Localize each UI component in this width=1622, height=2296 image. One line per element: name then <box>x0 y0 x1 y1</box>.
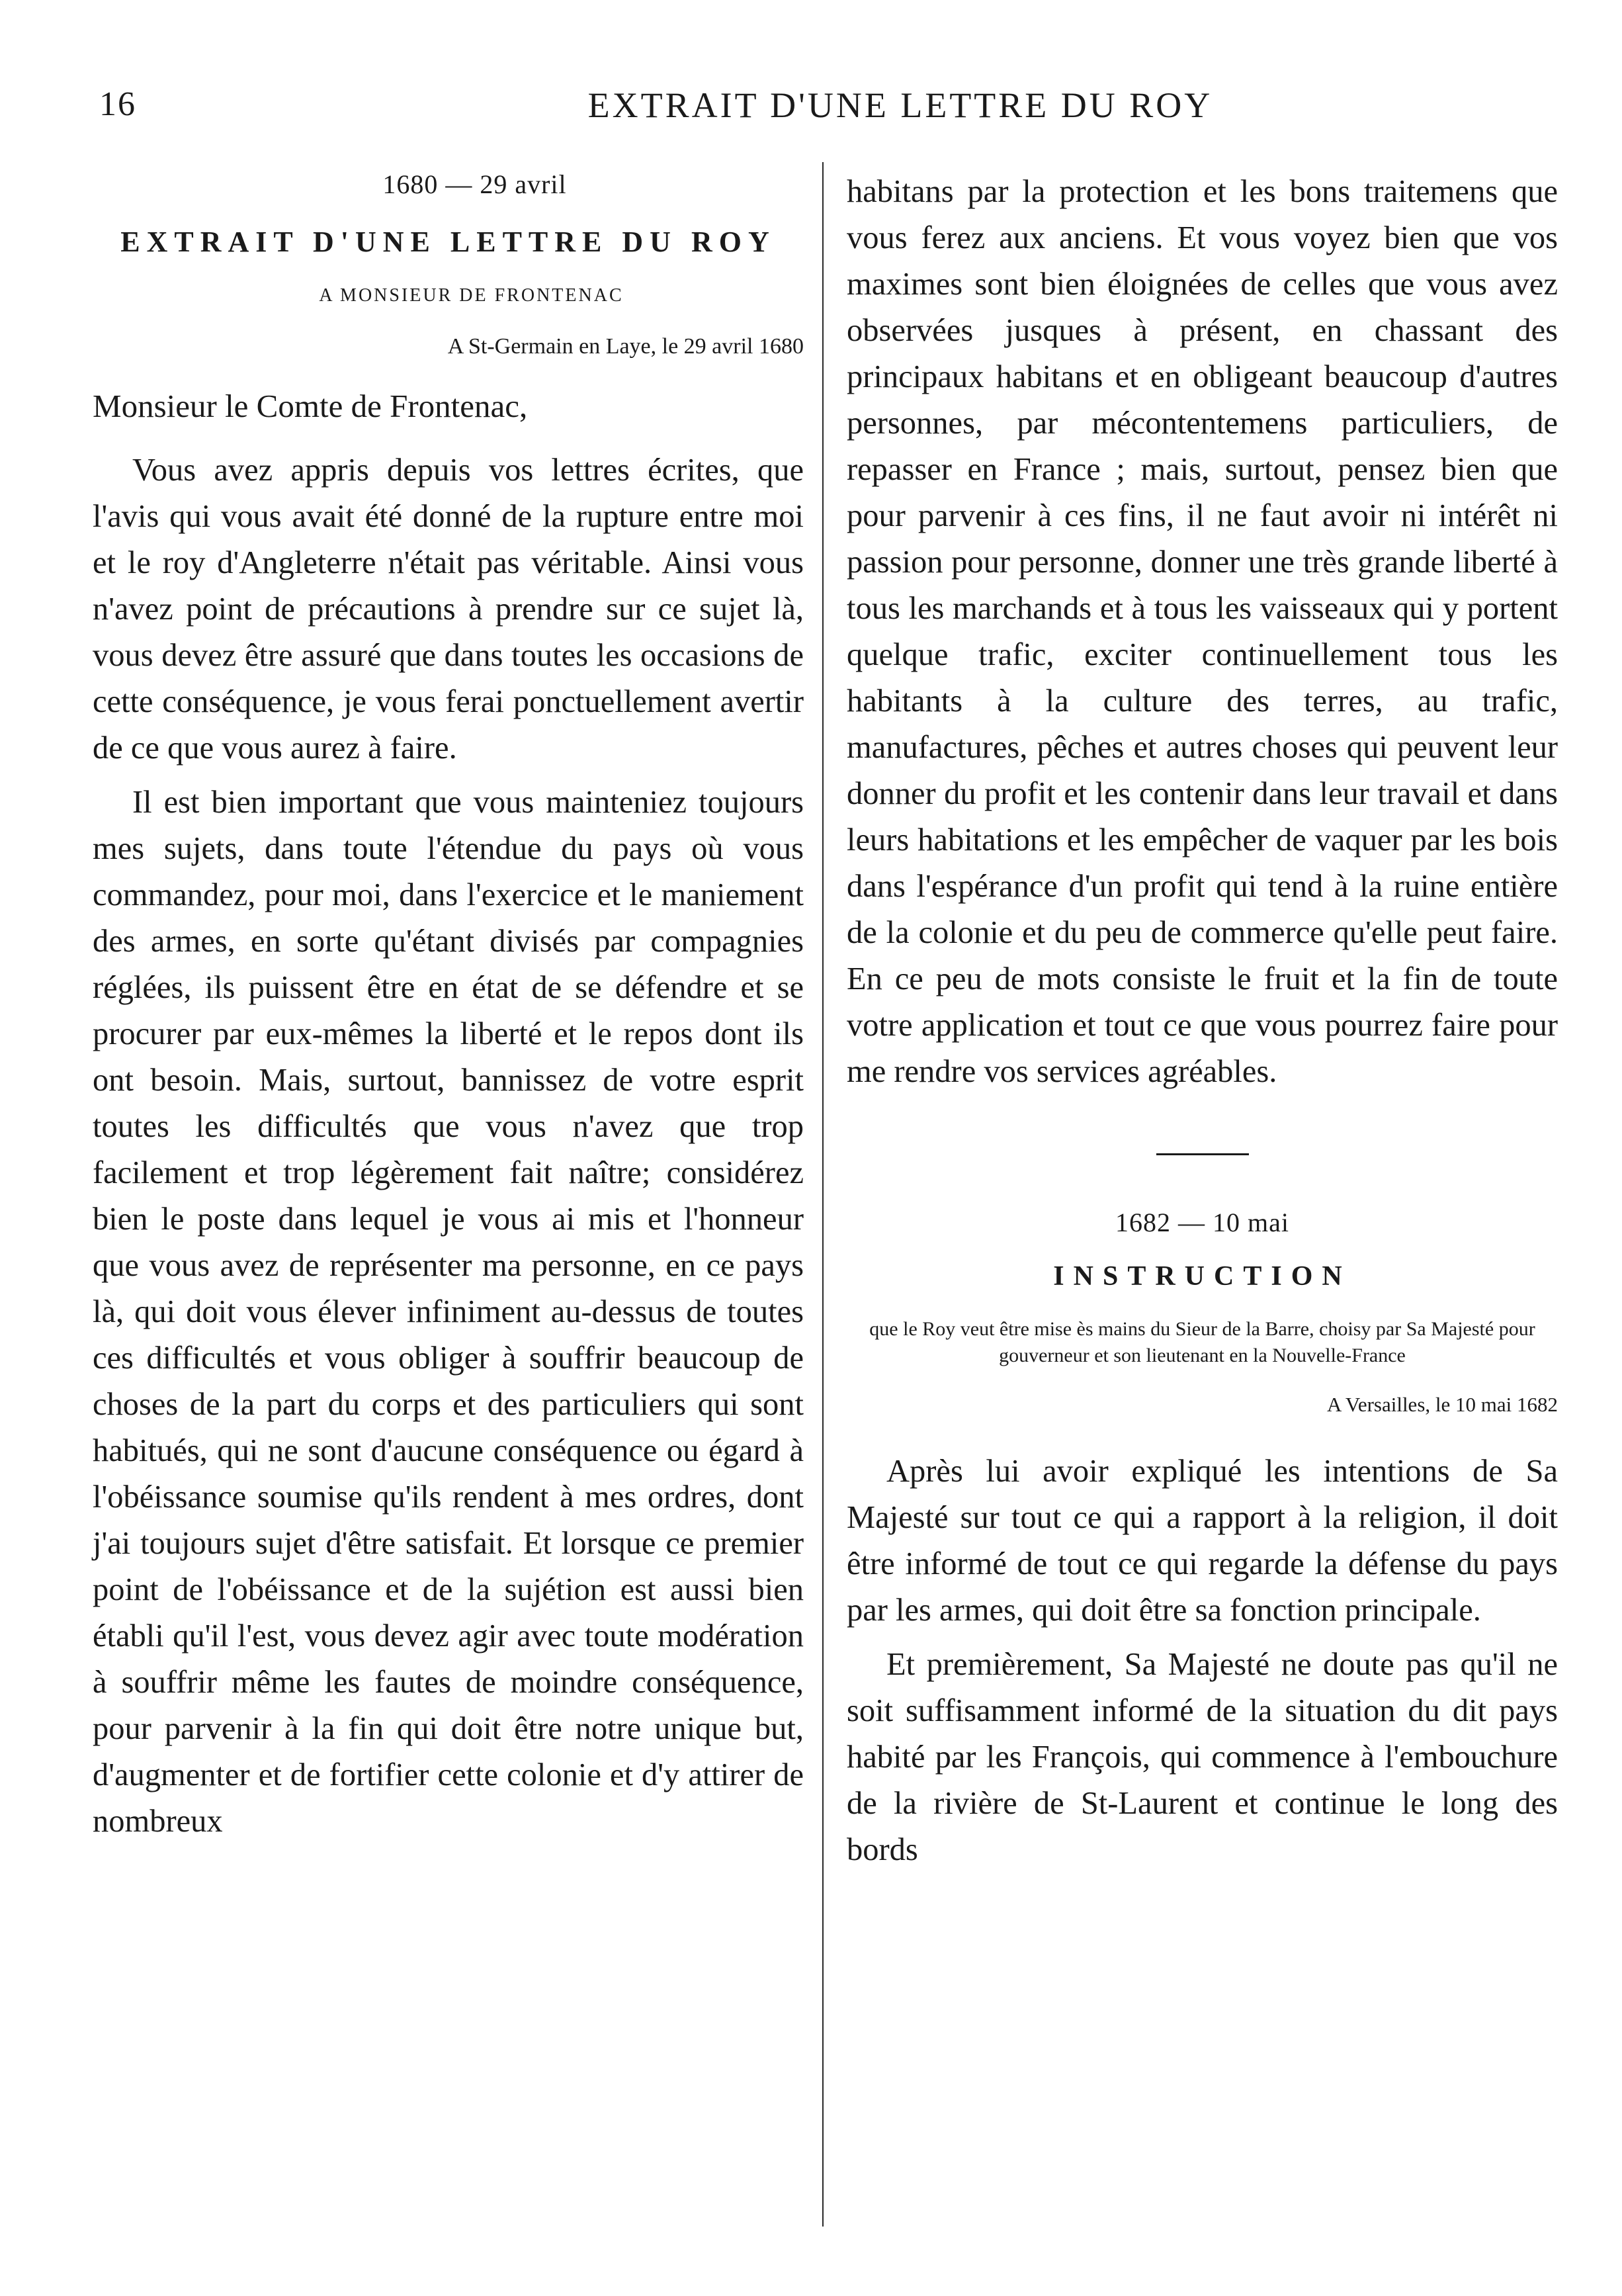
instruction-paragraph: Et premièrement, Sa Majesté ne doute pas qu'il ne soit suffisamment informé de la situation du dit pays habité par les François, qui commence à l'embouchure de la rivière de St-Laurent et continue le long des bords <box>847 1647 1558 1867</box>
running-title: EXTRAIT D'UNE LETTRE DU ROY <box>587 85 1213 125</box>
page-number: 16 <box>99 85 136 123</box>
section-separator <box>1156 1153 1249 1155</box>
letter-place-date: A St-Germain en Laye, le 29 avril 1680 <box>447 334 804 359</box>
instruction-subtitle: que le Roy veut être mise ès mains du Sieur de la Barre, choisy par Sa Majesté pour gouverneur et son lieutenant en la Nouvelle-France <box>869 1318 1535 1366</box>
letter-addressee: A MONSIEUR DE FRONTENAC <box>319 285 624 306</box>
letter-paragraph: Il est bien important que vous mainteniez toujours mes sujets, dans toute l'étendue du pays où vous commandez, pour moi, dans l'exercice et le maniement des armes, en sorte qu'étant divisés par compagnies réglées, ils puissent être en état de se défendre et se procurer par eux-mêmes la liberté et le repos dont ils ont besoin. Mais, surtout, bannissez de votre esprit toutes les difficultés que vous n'avez que trop facilement et trop légèrement fait naître; considérez bien le poste dans lequel je vous ai mis et l'honneur que vous avez de représenter ma personne, en ce pays là, qui doit vous élever infiniment au-dessus de toutes ces difficultés et vous obliger à souffrir beaucoup de choses de la part du corps et des particuliers qui sont habitués, qui ne sont d'aucune conséquence ou égard à l'obéissance soumise qu'ils rendent à mes ordres, dont j'ai toujours sujet d'être satisfait. Et lorsque ce premier point de l'obéissance et de la sujétion est aussi bien établi qu'il l'est, vous devez agir avec toute modération à souffrir même les fautes de moindre conséquence, pour parvenir à la fin qui doit être notre unique but, d'augmenter et de fortifier cette colonie et d'y attirer de nombreux <box>93 785 804 1839</box>
instruction-title: INSTRUCTION <box>1053 1261 1351 1292</box>
letter-salutation: Monsieur le Comte de Frontenac, <box>93 388 528 424</box>
running-header <box>99 85 1556 138</box>
letter-paragraph-continuation: habitans par la protection et les bons traitemens que vous ferez aux anciens. Et vous voyez bien que vos maximes sont bien éloignées de celles que vous avez observées jusques à présent, en chassant des principaux habitans et en obligeant beaucoup d'autres personnes, par mécontentemens particuliers, de repasser en France ; mais, surtout, pensez bien que pour parvenir à ces fins, il ne faut avoir ni intérêt ni passion pour personne, donner une très grande liberté à tous les marchands et à tous les vaisseaux qui y portent quelque trafic, exciter continuellement tous les habitants à la culture des terres, au trafic, manufactures, pêches et autres choses qui peuvent leur donner du profit et les contenir dans leur travail et dans leurs habitations et les empêcher de vaquer par les bois dans l'espérance d'un profit qui tend à la ruine entière de la colonie et du peu de commerce qu'elle peut faire. En ce peu de mots consiste le fruit et la fin de toute votre application et tout ce que vous pourrez faire pour me rendre vos services agréables. <box>847 174 1558 1089</box>
instruction-paragraph: Après lui avoir expliqué les intentions de Sa Majesté sur tout ce qui a rapport à la religion, il doit être informé de tout ce qui regarde la défense du pays par les armes, qui doit être sa fonction principale. <box>847 1454 1558 1628</box>
instruction-date: 1682 — 10 mai <box>1115 1208 1289 1237</box>
left-column <box>93 169 804 1845</box>
column-divider <box>822 162 824 2227</box>
right-column <box>847 169 1558 1873</box>
instruction-place-date: A Versailles, le 10 mai 1682 <box>1327 1393 1558 1416</box>
letter-date: 1680 — 29 avril <box>382 169 567 199</box>
letter-paragraph: Vous avez appris depuis vos lettres écrites, que l'avis qui vous avait été donné de la rupture entre moi et le roy d'Angleterre n'était pas véritable. Ainsi vous n'avez point de précautions à prendre sur ce sujet là, vous devez être assuré que dans toutes les occasions de cette conséquence, je vous ferai ponctuellement avertir de ce que vous aurez à faire. <box>93 453 804 766</box>
letter-title: EXTRAIT D'UNE LETTRE DU ROY <box>120 226 776 258</box>
